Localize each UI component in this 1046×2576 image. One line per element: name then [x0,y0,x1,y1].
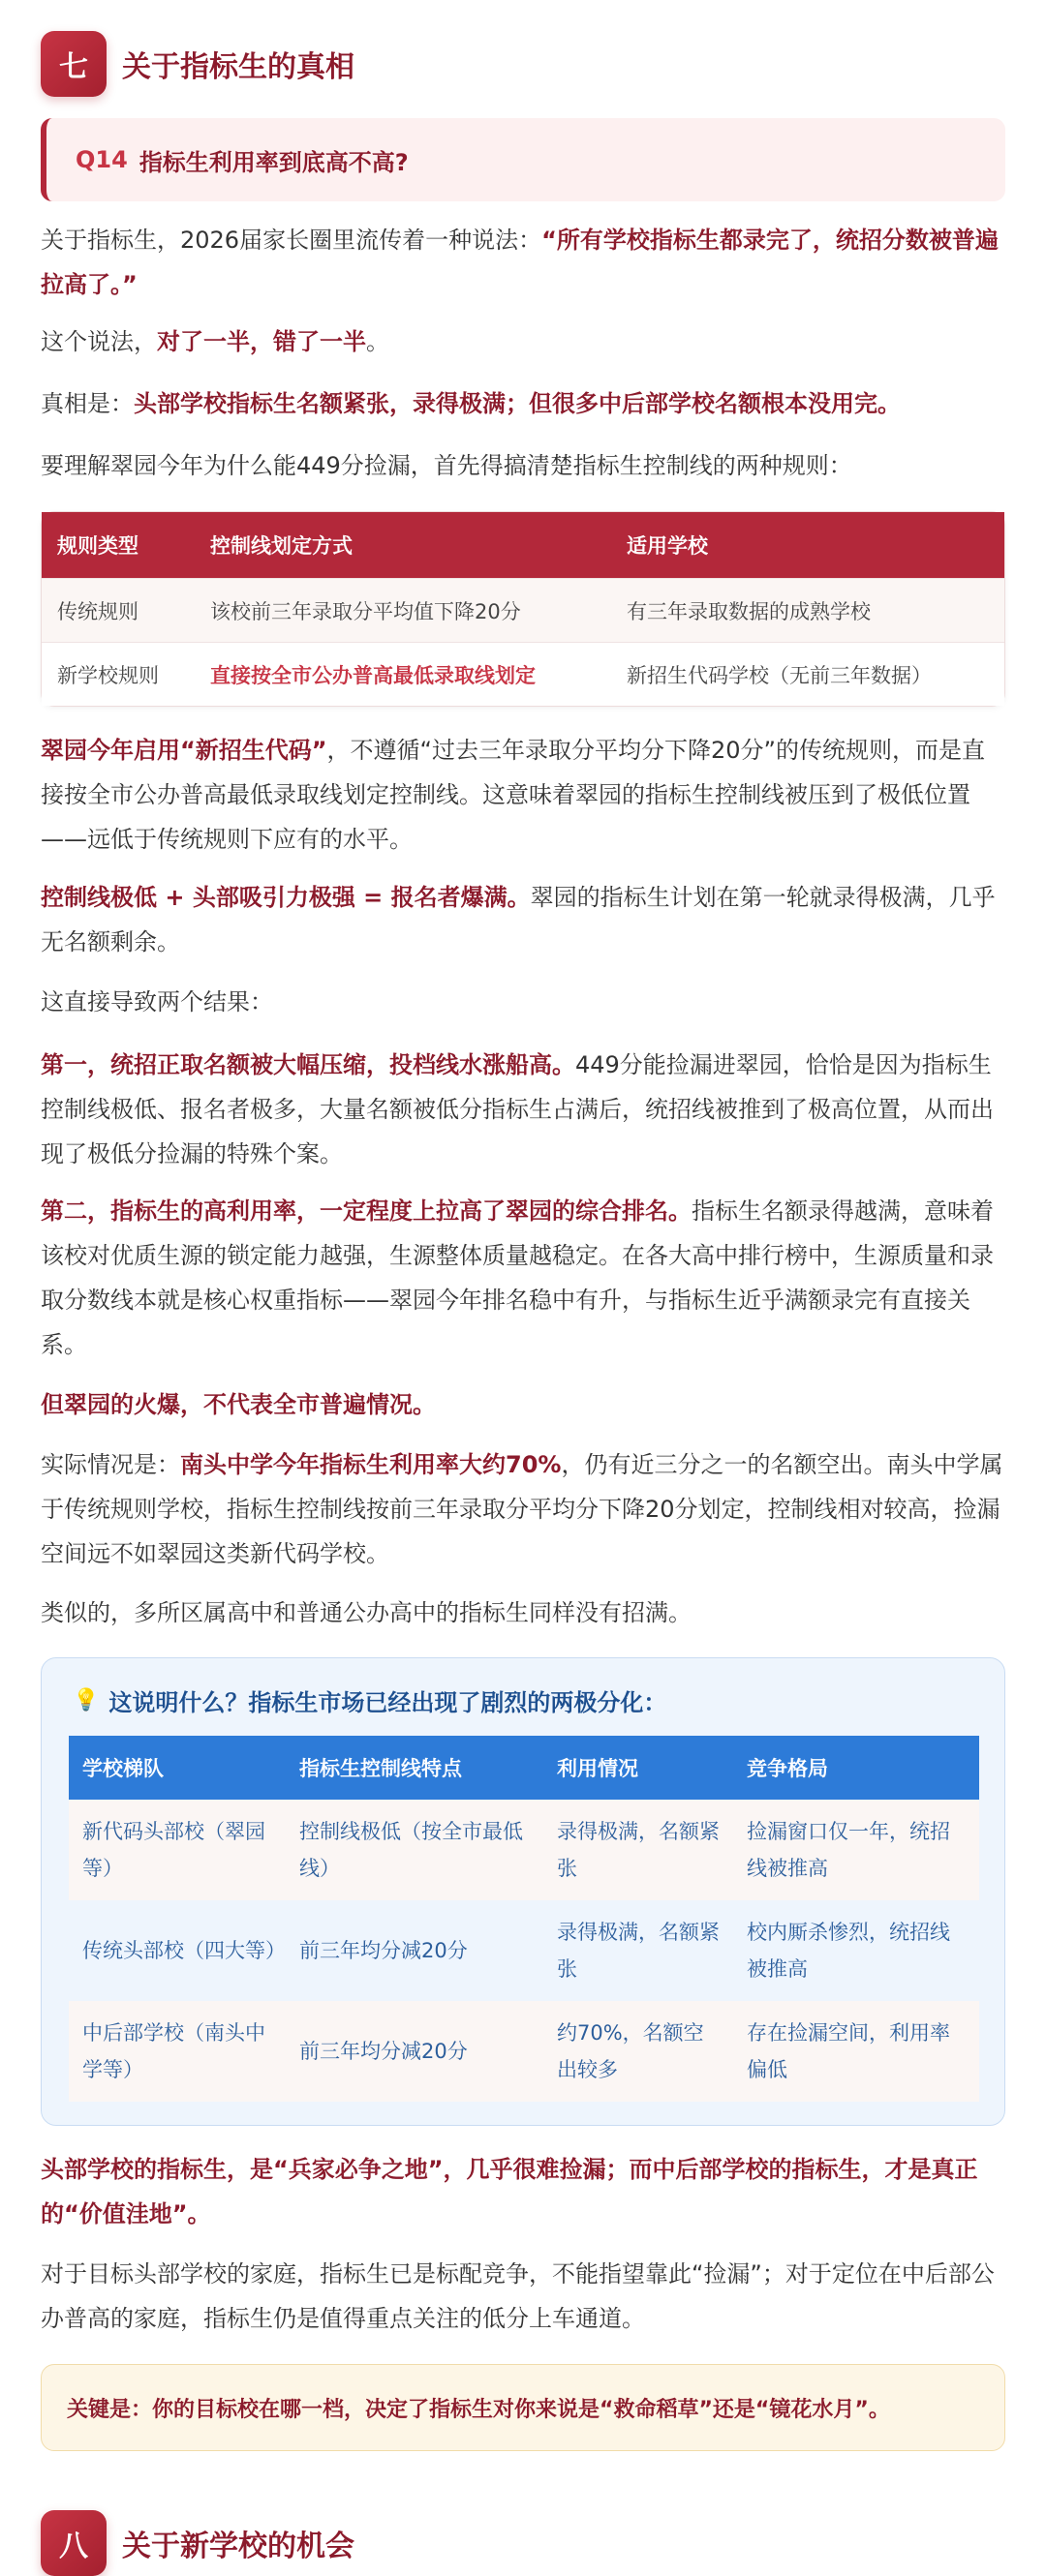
section-title: 关于指标生的真相 [122,50,354,84]
table-row: 新学校规则 直接按全市公办普高最低录取线划定 新招生代码学校（无前三年数据） [42,642,1004,706]
section-number-badge: 八 [41,2510,107,2576]
table-row: 传统头部校（四大等） 前三年均分减20分 录得极满，名额紧张 校内厮杀惨烈，统招线被推高 [69,1900,979,2001]
paragraph: 这个说法，对了一半，错了一半。 [41,328,389,355]
paragraph: 第一，统招正取名额被大幅压缩，投档线水涨船高。449分能捡漏进翠园，恰恰是因为指标生控制线极低、报名者极多，大量名额被低分指标生占满后，统招线被推到了极高位置，从而出现了极低分捡漏的特殊个案。 [41,1051,994,1167]
question-box [41,118,1005,201]
paragraph: 实际情况是：南头中学今年指标生利用率大约70%，仍有近三分之一的名额空出。南头中学属于传统规则学校，指标生控制线按前三年录取分平均分下降20分划定，控制线相对较高，捡漏空间远不如翠园这类新代码学校。 [41,1451,1003,1567]
paragraph: 要理解翠园今年为什么能449分捡漏，首先得搞清楚指标生控制线的两种规则： [41,452,852,479]
paragraph: 但翠园的火爆，不代表全市普遍情况。 [41,1391,436,1418]
question-text: 指标生利用率到底高不高? [138,148,409,176]
paragraph: 真相是：头部学校指标生名额紧张，录得极满；但很多中后部学校名额根本没用完。 [41,390,901,417]
paragraph: 头部学校的指标生，是“兵家必争之地”，几乎很难捡漏；而中后部学校的指标生，才是真正的“价值洼地”。 [41,2156,978,2227]
question-number: Q14 [76,146,128,173]
lightbulb-icon: 💡 [73,1688,100,1712]
paragraph: 关于指标生，2026届家长圈里流传着一种说法：“所有学校指标生都录完了，统招分数被普遍拉高了。” [41,227,999,298]
section-header [41,31,354,97]
section-header [41,2510,354,2576]
paragraph: 第二，指标生的高利用率，一定程度上拉高了翠园的综合排名。指标生名额录得越满，意味着该校对优质生源的锁定能力越强，生源整体质量越稳定。在各大高中排行榜中，生源质量和录取分数线本就是核心权重指标——翠园今年排名稳中有升，与指标生近乎满额录完有直接关系。 [41,1197,994,1358]
paragraph: 这直接导致两个结果： [41,988,273,1015]
table-row: 传统规则 该校前三年录取分平均值下降20分 有三年录取数据的成熟学校 [42,578,1004,642]
analysis-title: 💡 这说明什么？指标生市场已经出现了剧烈的两极分化： [73,1688,667,1716]
section-number-badge: 七 [41,31,107,97]
table-row: 中后部学校（南头中学等） 前三年均分减20分 约70%，名额空出较多 存在捡漏空间，利用率偏低 [69,2001,979,2102]
table-header: 规则类型 控制线划定方式 适用学校 [42,512,1004,578]
paragraph: 对于目标头部学校的家庭，指标生已是标配竞争，不能指望靠此“捡漏”；对于定位在中后部公办普高的家庭，指标生仍是值得重点关注的低分上车通道。 [41,2260,995,2332]
paragraph: 类似的，多所区属高中和普通公办高中的指标生同样没有招满。 [41,1599,692,1626]
rules-table [41,511,1005,707]
analysis-table [69,1736,979,2102]
table-header: 学校梯队 指标生控制线特点 利用情况 竞争格局 [69,1736,979,1800]
key-note: 关键是：你的目标校在哪一档，决定了指标生对你来说是“救命稻草”还是“镜花水月”。 [41,2364,1005,2451]
table-row: 新代码头部校（翠园等） 控制线极低（按全市最低线） 录得极满，名额紧张 捡漏窗口仅一年，统招线被推高 [69,1800,979,1900]
section-title: 关于新学校的机会 [122,2530,354,2563]
paragraph: 翠园今年启用“新招生代码”，不遵循“过去三年录取分平均分下降20分”的传统规则，而是直接按全市公办普高最低录取线划定控制线。这意味着翠园的指标生控制线被压到了极低位置——远低于传统规则下应有的水平。 [41,737,985,853]
analysis-box [41,1657,1005,2126]
paragraph: 控制线极低 + 头部吸引力极强 = 报名者爆满。翠园的指标生计划在第一轮就录得极满，几乎无名额剩余。 [41,884,996,955]
